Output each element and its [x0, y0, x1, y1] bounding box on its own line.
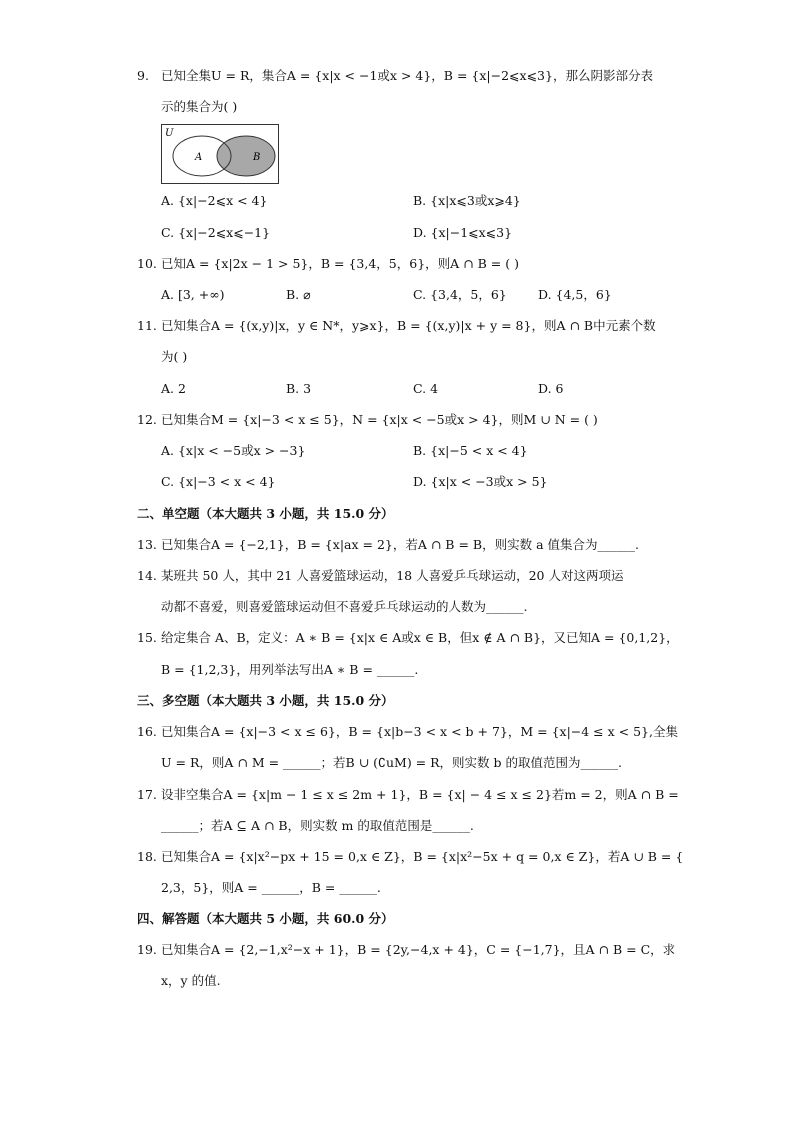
option-b: B. {x|x⩽3或x⩾4} — [413, 193, 521, 208]
option-b: B. 3 — [286, 381, 312, 396]
question-text: 已知集合A = {(x,y)|x，y ∈ N*，y⩾x}，B = {(x,y)|x + y = 8}，则A ∩ B中元素个数 — [161, 318, 656, 333]
question-text: 给定集合 A、B，定义：A ∗ B = {x|x ∈ A或x ∈ B，但x ∉ A ∩ B}，又已知A = {0,1,2}， — [161, 630, 679, 645]
question-number: 14. — [137, 568, 157, 583]
question-text: 设非空集合A = {x|m − 1 ≤ x ≤ 2m + 1}，B = {x| − 4 ≤ x ≤ 2}若m = 2，则A ∩ B = — [161, 787, 679, 802]
question-number: 10. — [137, 256, 157, 271]
option-a: A. {x|x < −5或x > −3} — [161, 443, 306, 458]
option-d: D. {x|x < −3或x > 5} — [413, 474, 548, 489]
section-heading-answer: 四、解答题（本大题共 5 小题，共 60.0 分） — [137, 911, 394, 926]
question-text: U = R，则A ∩ M = ______；若B ∪ (∁uM) = R，则实数 b 的取值范围为______. — [161, 755, 622, 770]
question-text: 已知集合A = {−2,1}，B = {x|ax = 2}，若A ∩ B = B，则实数 a 值集合为______. — [161, 537, 639, 552]
question-text: 某班共 50 人，其中 21 人喜爱篮球运动，18 人喜爱乒乓球运动，20 人对这两项运 — [161, 568, 624, 583]
question-text: 已知集合M = {x|−3 < x ≤ 5}，N = {x|x < −5或x > 4}，则M ∪ N = ( ) — [161, 412, 598, 427]
question-text: x，y 的值. — [161, 973, 221, 988]
option-b: B. {x|−5 < x < 4} — [413, 443, 528, 458]
question-text: 示的集合为( ) — [161, 99, 238, 114]
option-d: D. {4,5，6} — [538, 287, 612, 302]
option-c: C. {3,4，5，6} — [413, 287, 507, 302]
question-text: 已知A = {x|2x − 1 > 5}，B = {3,4，5，6}，则A ∩ B = ( ) — [161, 256, 519, 271]
question-number: 15. — [137, 630, 157, 645]
question-number: 12. — [137, 412, 157, 427]
section-heading-multi: 三、多空题（本大题共 3 小题，共 15.0 分） — [137, 693, 394, 708]
set-b-shaded — [217, 136, 275, 176]
question-number: 16. — [137, 724, 157, 739]
question-text: 已知集合A = {x|x²−px + 15 = 0,x ∈ Z}，B = {x|x²−5x + q = 0,x ∈ Z}，若A ∪ B = { — [161, 849, 684, 864]
question-text: 动都不喜爱，则喜爱篮球运动但不喜爱乒乓球运动的人数为______. — [161, 599, 528, 614]
question-number: 18. — [137, 849, 157, 864]
option-b: B. ⌀ — [286, 287, 311, 302]
option-a: A. [3, +∞) — [161, 287, 225, 302]
question-text: 为( ) — [161, 349, 188, 364]
question-number: 17. — [137, 787, 157, 802]
option-a: A. 2 — [161, 381, 186, 396]
question-text: 已知全集U = R，集合A = {x|x < −1或x > 4}，B = {x|−2⩽x⩽3}，那么阴影部分表 — [161, 68, 653, 83]
option-d: D. {x|−1⩽x⩽3} — [413, 225, 513, 240]
question-number: 13. — [137, 537, 157, 552]
option-d: D. 6 — [538, 381, 564, 396]
universe-label: U — [165, 128, 174, 139]
question-number: 11. — [137, 318, 157, 333]
set-b-label: B — [253, 152, 261, 163]
set-a-label: A — [195, 152, 203, 163]
question-number: 9. — [137, 68, 149, 83]
option-c: C. {x|−3 < x < 4} — [161, 474, 276, 489]
question-text: 2,3，5}，则A = ______，B = ______. — [161, 880, 381, 895]
section-heading-fill: 二、单空题（本大题共 3 小题，共 15.0 分） — [137, 506, 394, 521]
option-c: C. {x|−2⩽x⩽−1} — [161, 225, 271, 240]
question-text: B = {1,2,3}，用列举法写出A ∗ B = ______. — [161, 662, 419, 677]
option-c: C. 4 — [413, 381, 439, 396]
question-number: 19. — [137, 942, 157, 957]
venn-diagram — [161, 124, 279, 184]
question-text: 已知集合A = {x|−3 < x ≤ 6}，B = {x|b−3 < x < b + 7}，M = {x|−4 ≤ x < 5},全集 — [161, 724, 678, 739]
question-text: ______；若A ⊆ A ∩ B，则实数 m 的取值范围是______. — [161, 818, 474, 833]
question-text: 已知集合A = {2,−1,x²−x + 1}，B = {2y,−4,x + 4}，C = {−1,7}，且A ∩ B = C，求 — [161, 942, 676, 957]
option-a: A. {x|−2⩽x < 4} — [161, 193, 268, 208]
